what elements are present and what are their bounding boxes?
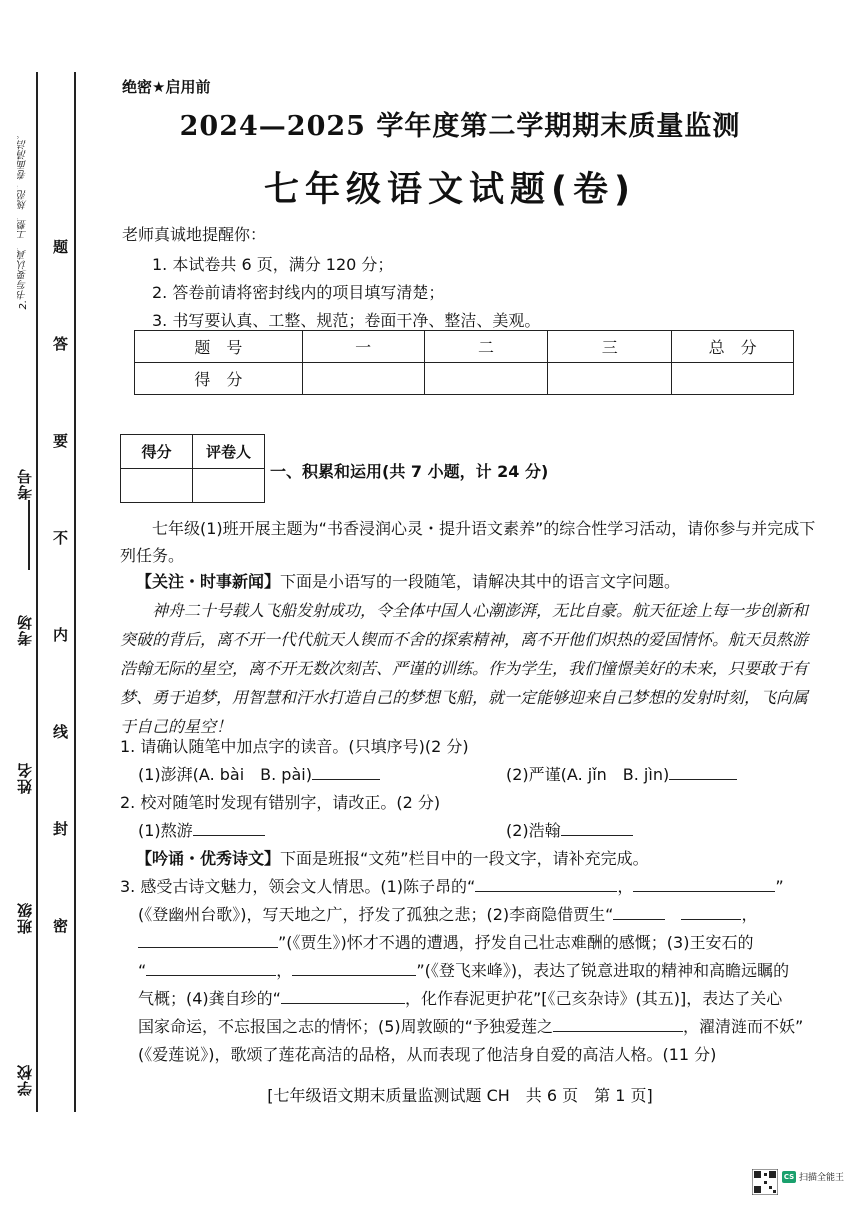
score-input-cell[interactable] [548, 363, 672, 395]
q3-text: 3. 感受古诗文魅力，领会文人情思。(1)陈子昂的“ [120, 877, 476, 896]
seal-char: 密 [53, 917, 69, 935]
seal-char: 答 [53, 335, 69, 353]
task-heading [136, 846, 649, 869]
reminder-item: 2. 答卷前请将密封线内的项目填写清楚； [152, 283, 445, 302]
q2-b-text: (2)浩翰 [506, 821, 561, 840]
q3-line: 3. 感受古诗文魅力，领会文人情思。(1)陈子昂的“ ， ” [120, 877, 784, 896]
score-row-label: 得 分 [135, 363, 303, 395]
reminder-list [152, 251, 540, 335]
q3-line [138, 986, 782, 1009]
confidential-mark: 绝密★启用前 [122, 78, 211, 96]
score-header-cell: 题 号 [135, 331, 303, 363]
exam-title: 2024—2025 学年度第二学期期末质量监测 [179, 111, 741, 142]
scanner-watermark [752, 1168, 848, 1196]
q3-text: ，濯清涟而不妖” [682, 1017, 804, 1036]
scanner-name: 扫描全能王 [799, 1173, 845, 1183]
scanner-badge: CS [783, 1173, 795, 1181]
exam-no-line [28, 500, 30, 570]
grade-box [120, 434, 265, 503]
seal-char: 线 [53, 723, 69, 741]
reminder-heading: 老师真诚地提醒你： [122, 225, 267, 244]
score-header-cell: 一 [302, 331, 424, 363]
q3-line: “ ， ”(《登飞来峰》)，表达了锐意进取的精神和高瞻远瞩的 [138, 961, 790, 980]
q3-line [138, 1014, 803, 1037]
class-label: 班级 [16, 902, 34, 934]
grade-score-cell[interactable] [121, 469, 193, 503]
school-label: 学校 [16, 1064, 34, 1096]
exam-subtitle: 七年级语文试题(卷) [264, 170, 636, 210]
q2-item-a [138, 818, 265, 841]
name-label: 姓名 [16, 762, 34, 794]
q1-option-b [506, 762, 737, 785]
answer-blank[interactable] [281, 990, 405, 1004]
task-text: 下面是班报“文苑”栏目中的一段文字，请补充完成。 [280, 849, 649, 868]
score-input-cell[interactable] [672, 363, 794, 395]
q3-line [138, 930, 753, 953]
reminder-item: 3. 书写要认真、工整、规范；卷面干净、整洁、美观。 [152, 311, 541, 330]
section-title: 一、积累和运用(共 7 小题，计 24 分) [270, 462, 549, 481]
q2-a-text: (1)熬游 [138, 821, 193, 840]
grade-score-label: 得分 [121, 435, 193, 469]
reminder-item: 1. 本试卷共 6 页，满分 120 分； [152, 255, 394, 274]
answer-blank[interactable] [681, 906, 741, 920]
seal-char: 内 [53, 626, 69, 644]
answer-blank[interactable] [475, 878, 617, 892]
answer-blank[interactable] [633, 878, 775, 892]
seal-char: 不 [53, 529, 69, 547]
intro-paragraph: 七年级(1)班开展主题为“书香浸润心灵・提升语文素养”的综合性学习活动，请你参与并完成下列任务。 [120, 519, 816, 565]
answer-blank[interactable] [138, 934, 278, 948]
seal-char: 要 [53, 432, 69, 450]
q2-item-b [506, 818, 633, 841]
answer-blank[interactable] [146, 962, 276, 976]
q3-text: ，化作春泥更护花”[《己亥杂诗》(其五)]，表达了关心 [404, 989, 783, 1008]
seal-char: 题 [53, 238, 69, 256]
q1-a-text: (1)澎湃(A. bài B. pài) [138, 765, 312, 784]
answer-blank[interactable] [561, 822, 633, 836]
q3-line: (《登幽州台歌》)，写天地之广，抒发了孤独之悲；(2)李商隐借贾生“ ， [138, 905, 758, 924]
answer-blank[interactable] [193, 822, 265, 836]
answer-blank[interactable] [613, 906, 665, 920]
score-header-cell: 三 [548, 331, 672, 363]
answer-blank[interactable] [292, 962, 416, 976]
q1-b-text: (2)严谨(A. jǐn B. jìn) [506, 765, 670, 784]
score-header-cell: 二 [424, 331, 548, 363]
score-input-cell[interactable] [424, 363, 548, 395]
q3-text: 气概；(4)龚自珍的“ [138, 989, 281, 1008]
page-footer: [七年级语文期末质量监测试题 CH 共 6 页 第 1 页] [267, 1086, 653, 1105]
task-text: 下面是小语写的一段随笔，请解决其中的语言文字问题。 [280, 572, 681, 591]
grade-grader-cell[interactable] [193, 469, 265, 503]
task-label: 【吟诵・优秀诗文】 [136, 849, 281, 868]
handwritten-note: 2.书写要认真、工整、规范，卷面清洁。 [18, 130, 29, 310]
qr-code-icon [752, 1169, 778, 1195]
answer-blank[interactable] [312, 766, 380, 780]
task-heading [136, 569, 680, 592]
essay-paragraph: 神舟二十号载人飞船发射成功，令全体中国人心潮澎湃，无比自豪。航天征途上每一步创新和突破的背后，离不开一代代航天人锲而不舍的探索精神，离不开他们炽热的爱国情怀。航天员熬游浩翰无际的星空，离不开无数次刻苦、严谨的训练。作为学生，我们憧憬美好的未来，只要敢于有梦、勇于追梦，用智慧和汗水打造自己的梦想飞船，就一定能够迎来自己梦想的发射时刻，飞向属于自己的星空！ [120, 601, 809, 736]
seal-char: 封 [53, 820, 69, 838]
q3-text: 国家命运，不忘报国之志的情怀；(5)周敦颐的“予独爱莲之 [138, 1017, 553, 1036]
question-stem: 2. 校对随笔时发现有错别字，请改正。(2 分) [120, 793, 441, 812]
exam-no-label: 考号 [16, 468, 34, 500]
score-header-cell: 总 分 [672, 331, 794, 363]
grade-grader-label: 评卷人 [193, 435, 265, 469]
q3-line: (《爱莲说》)，歌颂了莲花高洁的品格，从而表现了他洁身自爱的高洁人格。(11 分) [138, 1045, 717, 1064]
inner-binding-line [74, 72, 76, 1112]
answer-blank[interactable] [553, 1018, 683, 1032]
q3-text: ”(《贾生》)怀才不遇的遭遇，抒发自己壮志难酬的感慨；(3)王安石的 [278, 933, 754, 952]
q1-option-a [138, 762, 380, 785]
outer-binding-line [36, 72, 38, 1112]
q3-text: ”(《登飞来峰》)，表达了锐意进取的精神和高瞻远瞩的 [416, 961, 790, 980]
answer-blank[interactable] [669, 766, 737, 780]
q3-text: (《登幽州台歌》)，写天地之广，抒发了孤独之悲；(2)李商隐借贾生“ [138, 905, 614, 924]
score-input-cell[interactable] [302, 363, 424, 395]
task-label: 【关注・时事新闻】 [136, 572, 281, 591]
exam-room-label: 考场 [16, 614, 34, 646]
question-stem: 1. 请确认随笔中加点字的读音。(只填序号)(2 分) [120, 737, 469, 756]
score-table [134, 330, 794, 395]
